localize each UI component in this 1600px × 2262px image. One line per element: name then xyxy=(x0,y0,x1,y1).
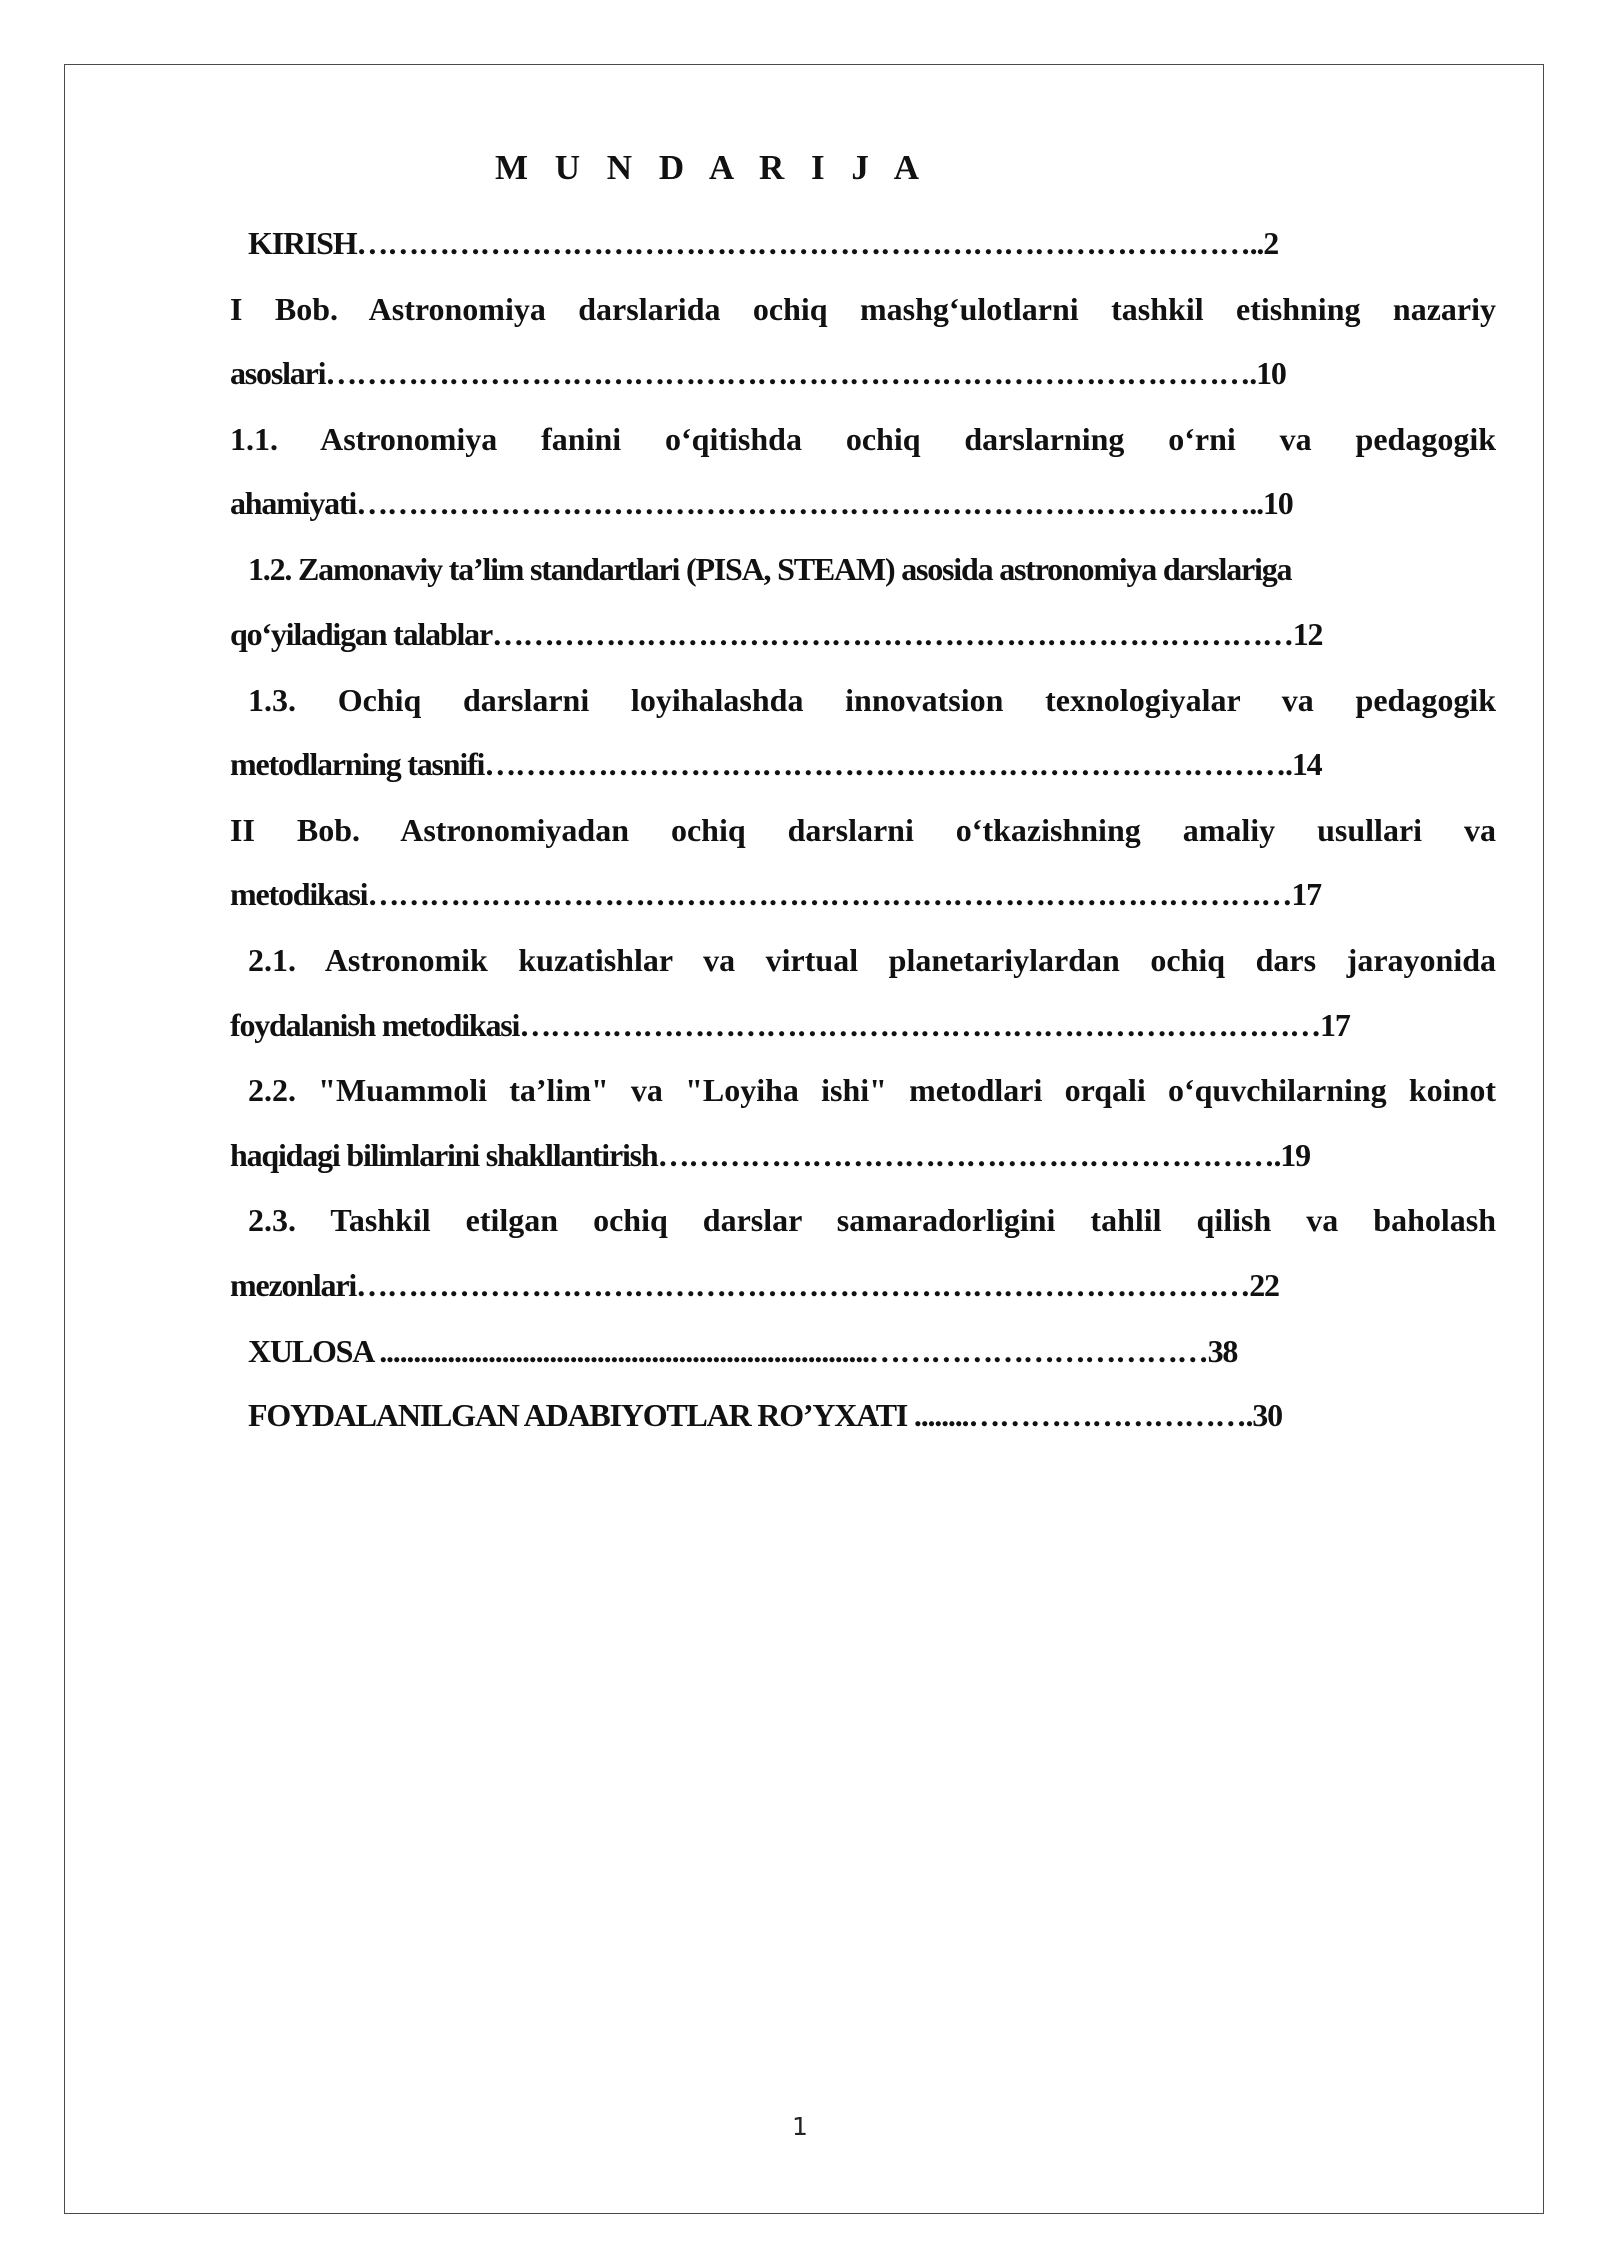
toc-entry-2-1-page: foydalanish metodikasi……………………………………………………………………17 xyxy=(230,1007,1350,1043)
toc-entry-bob1: I Bob. Astronomiya darslarida ochiq mashg‘ulotlarni tashkil etishning nazariy xyxy=(230,291,1496,327)
toc-entry-kirish: KIRISH……………………………………………………………………………..2 xyxy=(248,225,1278,261)
toc-entry-2-2-page: haqidagi bilimlarini shakllantirish…………………………………………………….19 xyxy=(230,1137,1310,1173)
toc-title: M U N D A R I J A xyxy=(495,148,929,187)
toc-entry-bob1-page: asoslari……………………………………………………………………………….10 xyxy=(230,355,1286,391)
toc-entry-adabiyotlar: FOYDALANILGAN ADABIYOTLAR RO’YXATI ........……………………….30 xyxy=(248,1397,1282,1433)
toc-entry-1-3: 1.3. Ochiq darslarni loyihalashda innovatsion texnologiyalar va pedagogik xyxy=(248,682,1496,718)
toc-entry-1-3-page: metodlarning tasnifi…………………………………………………………………….14 xyxy=(230,746,1322,782)
toc-entry-2-3-page: mezonlari……………………………………………………………………………22 xyxy=(230,1267,1279,1303)
toc-entry-1-2: 1.2. Zamonaviy ta’lim standartlari (PISA, STEAM) asosida astronomiya darslariga xyxy=(248,551,1292,587)
toc-entry-1-1: 1.1. Astronomiya fanini o‘qitishda ochiq darslarning o‘rni va pedagogik xyxy=(230,421,1496,457)
toc-entry-2-1: 2.1. Astronomik kuzatishlar va virtual planetariylardan ochiq dars jarayonida xyxy=(248,942,1496,978)
toc-entry-1-1-page: ahamiyati……………………………………………………………………………..10 xyxy=(230,485,1293,521)
page-number: 1 xyxy=(792,2112,808,2141)
toc-entry-2-3: 2.3. Tashkil etilgan ochiq darslar samaradorligini tahlil qilish va baholash xyxy=(248,1202,1496,1238)
toc-entry-xulosa: XULOSA ........................................................................……………………………38 xyxy=(248,1333,1238,1369)
toc-entry-2-2: 2.2. "Muammoli ta’lim" va "Loyiha ishi" metodlari orqali o‘quvchilarning koinot xyxy=(248,1072,1496,1108)
toc-entry-bob2-page: metodikasi………………………………………………………………………………17 xyxy=(230,876,1321,912)
toc-entry-1-2-page: qo‘yiladigan talablar……………………………………………………………………12 xyxy=(230,616,1323,652)
toc-entry-bob2: II Bob. Astronomiyadan ochiq darslarni o‘tkazishning amaliy usullari va xyxy=(230,812,1496,848)
